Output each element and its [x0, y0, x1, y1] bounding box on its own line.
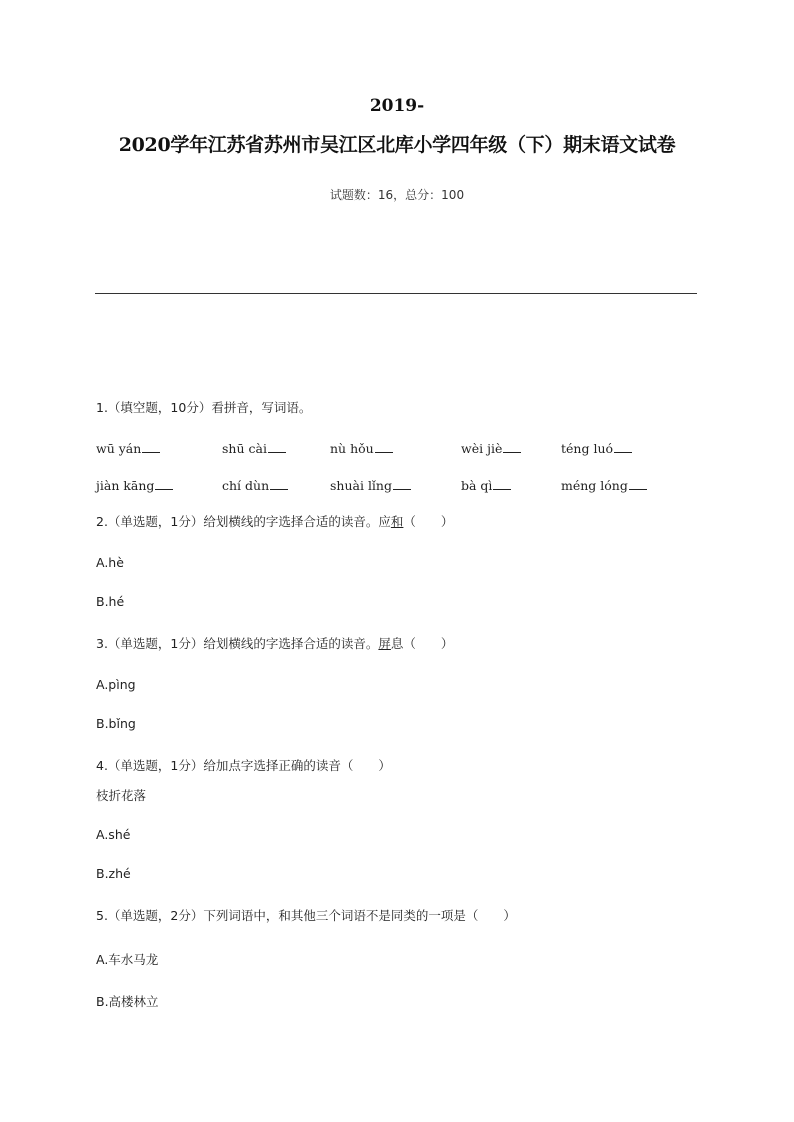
- pinyin-item[interactable]: méng lóng: [561, 477, 647, 493]
- answer-blank[interactable]: [142, 440, 160, 453]
- q5-stem: 5.（单选题，2分）下列词语中，和其他三个词语不是同类的一项是（ ）: [96, 908, 516, 923]
- answer-blank[interactable]: [155, 477, 173, 490]
- q3-option-a[interactable]: A.pìng: [96, 677, 136, 692]
- q2-option-a[interactable]: A.hè: [96, 555, 124, 570]
- q5-option-b[interactable]: B.高楼林立: [96, 994, 159, 1009]
- q1-pinyin-row-2: [96, 477, 696, 495]
- q2-option-b[interactable]: B.hé: [96, 594, 125, 609]
- header-divider: [95, 293, 697, 294]
- q4-phrase: 枝折花落: [96, 788, 147, 803]
- pinyin-item[interactable]: téng luó: [561, 440, 632, 456]
- answer-blank[interactable]: [493, 477, 511, 490]
- answer-blank[interactable]: [268, 440, 286, 453]
- answer-blank[interactable]: [270, 477, 288, 490]
- q3-stem: 3.（单选题，1分）给划横线的字选择合适的读音。屏息（ ）: [96, 636, 454, 651]
- q5-option-a[interactable]: A.车水马龙: [96, 952, 159, 967]
- q4-stem: 4.（单选题，1分）给加点字选择正确的读音（ ）: [96, 758, 391, 773]
- pinyin-item[interactable]: jiàn kāng: [96, 477, 173, 493]
- pinyin-item[interactable]: wū yán: [96, 440, 160, 456]
- q3-option-b[interactable]: B.bǐng: [96, 716, 136, 731]
- pinyin-item[interactable]: nù hǒu: [330, 440, 393, 456]
- pinyin-item[interactable]: shuài lǐng: [330, 477, 411, 493]
- answer-blank[interactable]: [375, 440, 393, 453]
- underlined-char: 屏: [378, 636, 391, 651]
- answer-blank[interactable]: [393, 477, 411, 490]
- q4-option-a[interactable]: A.shé: [96, 827, 131, 842]
- underlined-char: 和: [390, 514, 404, 529]
- answer-blank[interactable]: [503, 440, 521, 453]
- pinyin-item[interactable]: shū cài: [222, 440, 286, 456]
- pinyin-item[interactable]: bà qì: [461, 477, 511, 493]
- q1-pinyin-row-1: [96, 440, 696, 458]
- answer-blank[interactable]: [614, 440, 632, 453]
- q2-stem: 2.（单选题，1分）给划横线的字选择合适的读音。应和（ ）: [96, 514, 454, 529]
- q1-stem: 1.（填空题，10分）看拼音，写词语。: [96, 400, 312, 415]
- exam-summary: 试题数：16，总分：100: [329, 188, 465, 202]
- exam-title-line2: 2020学年江苏省苏州市吴江区北库小学四年级（下）期末语文试卷: [118, 134, 676, 156]
- pinyin-item[interactable]: chí dùn: [222, 477, 288, 493]
- q4-option-b[interactable]: B.zhé: [96, 866, 131, 881]
- pinyin-item[interactable]: wèi jiè: [461, 440, 521, 456]
- exam-title-line1: 2019-: [369, 96, 425, 116]
- answer-blank[interactable]: [629, 477, 647, 490]
